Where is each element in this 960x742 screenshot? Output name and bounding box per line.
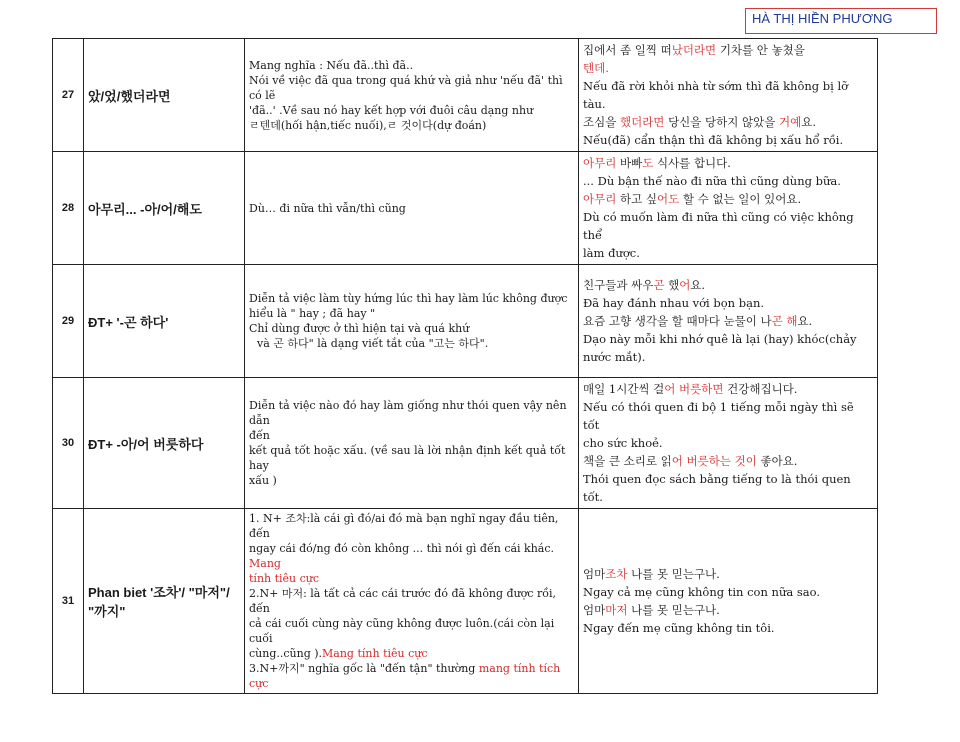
highlight: 아무리 (583, 156, 617, 170)
highlight: 아무리 (583, 192, 617, 206)
example-line: cho sức khoẻ. (583, 436, 663, 450)
highlight: 했더라면 (619, 115, 665, 129)
example-line: 책을 큰 소리로 읽어 버릇하는 것이 좋아요. (583, 454, 798, 468)
example-line: 조심을 했더라면 당신을 당하지 않았을 거예요. (583, 115, 817, 129)
meaning-cell (245, 265, 579, 378)
grammar-pattern: Phan biet '조차'/ "마저"/ "까지" (84, 509, 245, 694)
meaning-cell (245, 378, 579, 509)
example-line: 엄마조차 나를 못 믿는구나. (583, 567, 720, 581)
highlight: 조차 (605, 567, 628, 581)
meaning-line: hiểu là " hay ; đã hay " (249, 307, 376, 320)
highlight: 거예 (779, 115, 802, 129)
highlight: 어도 (656, 192, 680, 206)
meaning-line: ㄹ텐데(hối hận,tiếc nuối),ㄹ 것이다(dự đoán) (249, 118, 487, 132)
example-line: Ngay cả mẹ cũng không tin con nữa sao. (583, 585, 820, 599)
grammar-table (52, 38, 878, 694)
meaning-line: 1. N+ 조차:là cái gì đó/ai đó mà bạn nghĩ ngay đầu tiên, đến (249, 512, 559, 540)
meaning-line: tính tiêu cực (249, 572, 320, 585)
meaning-line: Chỉ dùng được ở thì hiện tại và quá khứ (249, 322, 470, 335)
example-line: Dù có muốn làm đi nữa thì cũng có việc không thể (583, 210, 854, 242)
table-row (53, 265, 878, 378)
example-line: 매일 1시간씩 걸어 버릇하면 건강해집니다. (583, 382, 798, 396)
row-number: 31 (53, 509, 84, 694)
meaning-line: đến (249, 429, 270, 442)
meaning-line: 2.N+ 마저: là tất cả các cái trước đó đã không được rồi, đến (249, 587, 556, 615)
meaning-line: Dù… đi nữa thì vẫn/thì cũng (249, 201, 406, 215)
example-line: 집에서 좀 일찍 떠났더라면 기차를 안 놓쳤을 (583, 43, 805, 57)
meaning-line: kết quả tốt hoặc xấu. (về sau là lời nhận định kết quả tốt hay (249, 444, 566, 472)
meaning-line: Diễn tả việc làm tùy hứng lúc thì hay làm lúc không được (249, 292, 568, 305)
example-line: 아무리 바빠도 식사를 합니다. (583, 156, 731, 170)
meaning-line: ngay cái đó/ng đó còn không ... thì nói gì đến cái khác. Mang (249, 542, 555, 570)
meaning-line: 'đã..' .Về sau nó hay kết hợp với đuôi câu dạng như (249, 103, 534, 117)
example-line: Nếu đã rời khỏi nhà từ sớm thì đã không bị lỡ tàu. (583, 79, 849, 111)
example-cell (579, 378, 878, 509)
highlight: 곤 (771, 314, 783, 328)
example-line: 텐데. (583, 61, 609, 75)
author-name-box (745, 8, 937, 34)
example-line: Thói quen đọc sách bằng tiếng to là thói quen tốt. (583, 472, 851, 504)
example-cell (579, 152, 878, 265)
highlight: 어 버릇하면 (664, 382, 724, 396)
meaning-line: cả cái cuối cùng này cũng không được luôn.(cái còn lại cuối (249, 617, 555, 645)
meaning-cell (245, 509, 579, 694)
example-cell (579, 509, 878, 694)
meaning-line: 3.N+까지" nghĩa gốc là "đến tận" thường mang tính tích cực (249, 662, 561, 690)
example-line: 아무리 하고 싶어도 할 수 없는 일이 있어요. (583, 192, 802, 206)
highlight: 났더라면 (671, 43, 717, 57)
table-row (53, 39, 878, 152)
meaning-line: Diễn tả việc nào đó hay làm giống như thói quen vậy nên dẫn (249, 399, 567, 427)
highlight: mang tính tích cực (249, 662, 561, 690)
example-line: làm được. (583, 246, 640, 260)
example-cell (579, 39, 878, 152)
example-line: Nếu(đã) cẩn thận thì đã không bị xấu hổ rồi. (583, 133, 844, 147)
grammar-pattern: ĐT+ '-곤 하다' (84, 265, 245, 378)
meaning-line: cùng..cũng ).Mang tính tiêu cực (249, 647, 428, 660)
meaning-cell (245, 39, 579, 152)
grammar-pattern: 았/었/했더라면 (84, 39, 245, 152)
highlight: Mang (249, 557, 281, 570)
row-number: 28 (53, 152, 84, 265)
highlight: Mang tính tiêu cực (322, 647, 428, 660)
example-line: 엄마마저 나를 못 믿는구나. (583, 603, 720, 617)
row-number: 30 (53, 378, 84, 509)
highlight: 도 (642, 156, 654, 170)
table-row (53, 509, 878, 694)
meaning-line: Nói về việc đã qua trong quá khứ và giả như 'nếu đã' thì có lẽ (249, 73, 563, 102)
highlight: 어 버릇하는 것이 (671, 454, 757, 468)
grammar-pattern: ĐT+ -아/어 버릇하다 (84, 378, 245, 509)
table-row (53, 378, 878, 509)
highlight: 마저 (605, 603, 628, 617)
row-number: 27 (53, 39, 84, 152)
highlight: 곤 (653, 278, 665, 292)
example-line: 요즘 고향 생각을 할 때마다 눈물이 나곤 해요. (583, 314, 813, 328)
example-line: Dạo này mỗi khi nhớ quê là lại (hay) khóc(chảy (583, 332, 857, 346)
example-cell (579, 265, 878, 378)
example-line: Ngay đến mẹ cũng không tin tôi. (583, 621, 775, 635)
meaning-line: và 곤 하다" là dạng viết tắt của "고는 하다". (257, 337, 489, 350)
meaning-line: xấu ) (249, 474, 277, 487)
meaning-cell (245, 152, 579, 265)
example-line: Nếu có thói quen đi bộ 1 tiếng mỗi ngày thì sẽ tốt (583, 400, 854, 432)
row-number: 29 (53, 265, 84, 378)
table-row (53, 152, 878, 265)
example-line: nước mắt). (583, 350, 646, 364)
example-line: ... Dù bận thế nào đi nữa thì cũng dùng bữa. (583, 174, 841, 188)
grammar-pattern: 아무리... -아/어/해도 (84, 152, 245, 265)
highlight: 어 (679, 278, 691, 292)
author-name: HÀ THỊ HIỀN PHƯƠNG (752, 11, 893, 26)
highlight: 해 (786, 314, 798, 328)
meaning-line: Mang nghĩa : Nếu đã..thì đã.. (249, 58, 414, 72)
example-line: 친구들과 싸우곤 했어요. (583, 278, 706, 292)
example-line: Đã hay đánh nhau với bọn bạn. (583, 296, 765, 310)
